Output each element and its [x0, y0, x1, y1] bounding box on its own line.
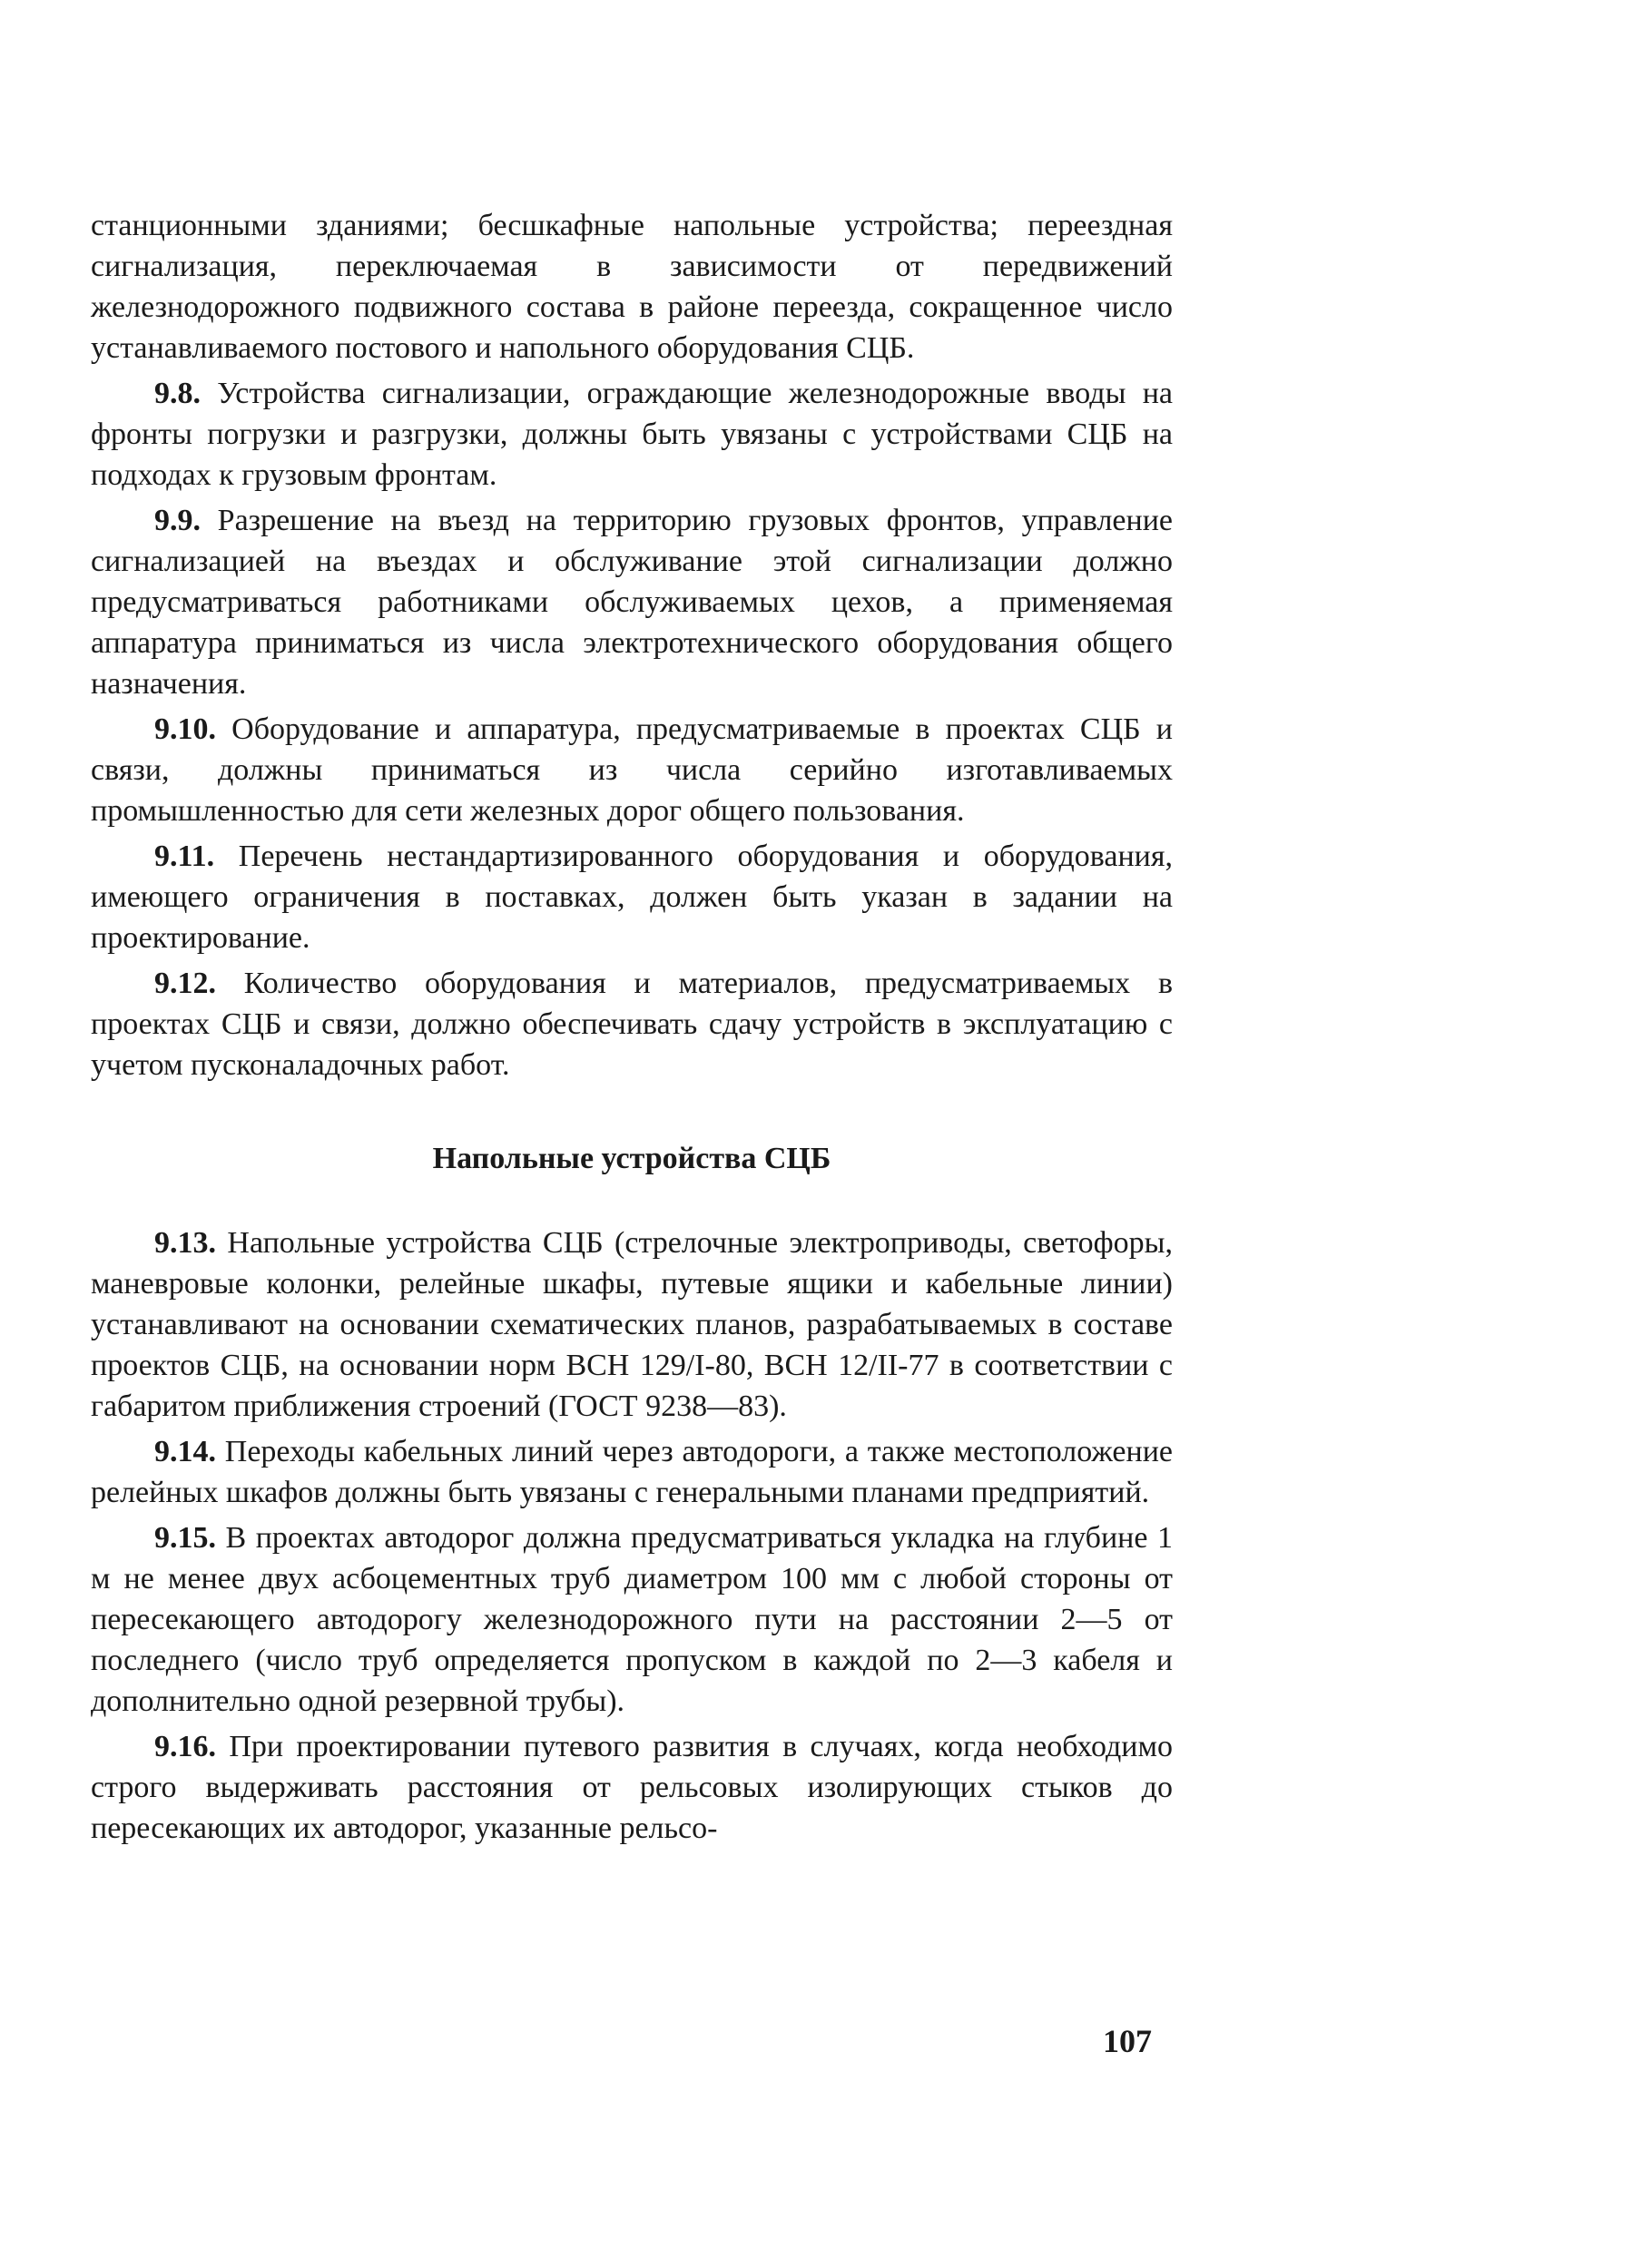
paragraph-text: Оборудование и аппаратура, предусматриваемые в проектах СЦБ и связи, должны приниматься из числа серийно изготавливаемых промышленностью для сети железных дорог общего пользования. [91, 712, 1173, 828]
paragraph-number: 9.9. [154, 504, 201, 537]
paragraph-text: Переходы кабельных линий через автодороги, а также местоположение релейных шкафов должны быть увязаны с генеральными планами предприятий. [91, 1435, 1173, 1509]
body-text-top [91, 205, 1173, 1085]
paragraph-number: 9.11. [154, 839, 215, 873]
page-number: 107 [1103, 2023, 1152, 2059]
paragraph-9-13 [91, 1222, 1173, 1427]
paragraph-text: При проектировании путевого развития в случаях, когда необходимо строго выдерживать расстояния от рельсовых изолирующих стыков до пересекающих их автодорог, указанные рельсо- [91, 1730, 1173, 1845]
paragraph-number: 9.16. [154, 1730, 216, 1763]
paragraph-9-15 [91, 1517, 1173, 1722]
section-title: Напольные устройства СЦБ [432, 1142, 831, 1175]
paragraph-number: 9.8. [154, 377, 201, 410]
body-text-bottom [91, 1222, 1173, 1849]
paragraph-9-16 [91, 1726, 1173, 1849]
paragraph-text: станционными зданиями; бесшкафные напольные устройства; переездная сигнализация, переключаемая в зависимости от передвижений железнодорожного подвижного состава в районе переезда, сокращенное число устанавливаемого постового и напольного оборудования СЦБ. [91, 209, 1173, 365]
paragraph-continued [91, 205, 1173, 368]
paragraph-text: Количество оборудования и материалов, предусматриваемых в проектах СЦБ и связи, должно обеспечивать сдачу устройств в эксплуатацию с учетом пусконаладочных работ. [91, 967, 1173, 1082]
paragraph-9-11 [91, 836, 1173, 958]
paragraph-9-9 [91, 500, 1173, 704]
paragraph-number: 9.13. [154, 1226, 216, 1260]
paragraph-number: 9.15. [154, 1521, 216, 1555]
paragraph-text: Перечень нестандартизированного оборудования и оборудования, имеющего ограничения в поставках, должен быть указан в задании на проектирование. [91, 839, 1173, 955]
paragraph-text: Напольные устройства СЦБ (стрелочные электроприводы, светофоры, маневровые колонки, релейные шкафы, путевые ящики и кабельные линии) устанавливают на основании схематических планов, разрабатываемых в составе проектов СЦБ, на основании норм ВСН 129/I-80, ВСН 12/II-77 в соответствии с габаритом приближения строений (ГОСТ 9238—83). [91, 1226, 1173, 1423]
document-page [91, 205, 1173, 1849]
paragraph-9-10 [91, 709, 1173, 831]
paragraph-text: Разрешение на въезд на территорию грузовых фронтов, управление сигнализацией на въездах и обслуживание этой сигнализации должно предусматриваться работниками обслуживаемых цехов, а применяемая аппаратура приниматься из числа электротехнического оборудования общего назначения. [91, 504, 1173, 701]
paragraph-text: В проектах автодорог должна предусматриваться укладка на глубине 1 м не менее двух асбоцементных труб диаметром 100 мм с любой стороны от пересекающего автодорогу железнодорожного пути на расстоянии 2—5 от последнего (число труб определяется пропуском в каждой по 2—3 кабеля и дополнительно одной резервной трубы). [91, 1521, 1173, 1718]
paragraph-number: 9.10. [154, 712, 216, 746]
paragraph-9-14 [91, 1431, 1173, 1513]
paragraph-number: 9.14. [154, 1435, 216, 1468]
paragraph-text: Устройства сигнализации, ограждающие железнодорожные вводы на фронты погрузки и разгрузки, должны быть увязаны с устройствами СЦБ на подходах к грузовым фронтам. [91, 377, 1173, 492]
paragraph-9-8 [91, 373, 1173, 496]
paragraph-number: 9.12. [154, 967, 216, 1000]
paragraph-9-12 [91, 963, 1173, 1085]
